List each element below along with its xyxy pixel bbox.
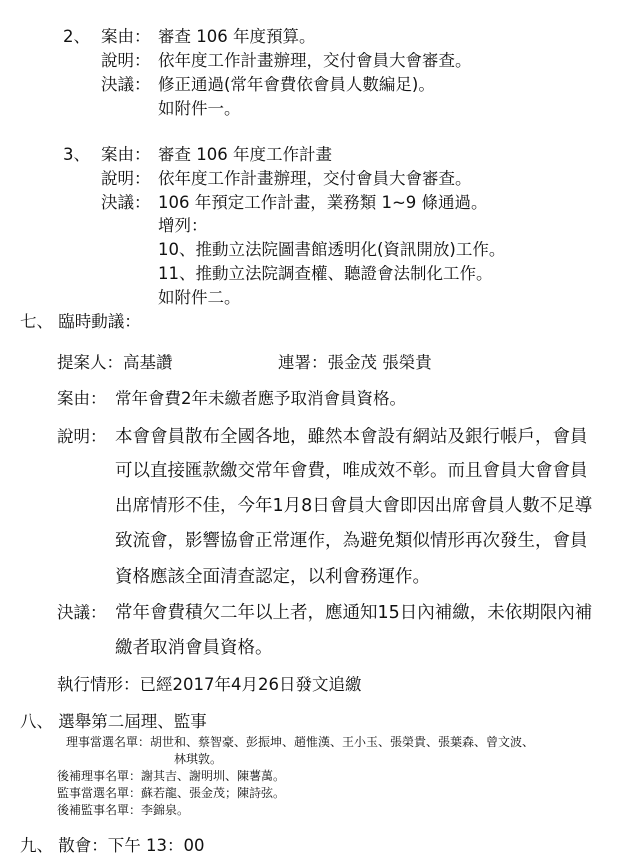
section7-execution: 執行情形：已經2017年4月26日發文追繳 bbox=[57, 675, 362, 694]
section7-resolution-label: 決議： bbox=[57, 603, 107, 622]
item2-explain-text: 依年度工作計畫辦理，交付會員大會審查。 bbox=[158, 51, 472, 70]
section8-heading: 八、 選舉第二屆理、監事 bbox=[20, 712, 207, 731]
item3-added-item: 10、推動立法院圖書館透明化(資訊開放)工作。 bbox=[158, 240, 506, 259]
item3-case-label: 案由： bbox=[101, 145, 151, 164]
section7-explain-line: 致流會，影響協會正常運作，為避免類似情形再次發生，會員 bbox=[115, 531, 588, 551]
section9-heading: 九、 散會：下午 13：00 bbox=[20, 836, 205, 855]
item2-resolution-text: 修正通過(常年會費依會員人數編足)。 bbox=[158, 75, 435, 94]
section8-directors: 理事當選名單：胡世和、蔡智豪、彭振坤、趙惟漢、王小玉、張榮貴、張葉森、曾文波、 bbox=[66, 735, 535, 749]
item2-attachment: 如附件一。 bbox=[158, 99, 241, 118]
section7-proposer: 提案人：高基讚 bbox=[57, 353, 173, 372]
section7-explain-line: 資格應該全面清查認定，以利會務運作。 bbox=[115, 567, 430, 587]
section8-alt-directors: 後補理事名單：謝其吉、謝明圳、陳薯萬。 bbox=[57, 769, 286, 783]
section7-case-text: 常年會費2年未繳者應予取消會員資格。 bbox=[115, 389, 406, 408]
item3-added-label: 增列： bbox=[158, 216, 208, 235]
section7-resolution-line: 常年會費積欠二年以上者，應通知15日內補繳，未依期限內補 bbox=[115, 603, 593, 623]
item3-resolution-text: 106 年預定工作計畫，業務類 1~9 條通過。 bbox=[158, 193, 488, 212]
item2-explain-label: 說明： bbox=[101, 51, 151, 70]
item3-attachment: 如附件二。 bbox=[158, 288, 241, 307]
item3-resolution-label: 決議： bbox=[101, 193, 151, 212]
section7-explain-line: 本會會員散布全國各地，雖然本會設有網站及銀行帳戶，會員 bbox=[115, 427, 588, 447]
section7-heading: 七、 臨時動議： bbox=[20, 312, 141, 331]
item3-number: 3、 bbox=[63, 145, 90, 164]
section7-case-label: 案由： bbox=[57, 389, 107, 408]
item2-case-text: 審查 106 年度預算。 bbox=[158, 27, 316, 46]
section8-directors-cont: 林琪敦。 bbox=[174, 752, 223, 766]
section7-cosigners: 連署：張金茂 張榮貴 bbox=[278, 353, 432, 372]
item2-case-label: 案由： bbox=[101, 27, 151, 46]
section7-resolution-line: 繳者取消會員資格。 bbox=[115, 638, 273, 658]
section7-explain-line: 可以直接匯款繳交常年會費，唯成效不彰。而且會員大會會員 bbox=[115, 461, 588, 481]
item2-number: 2、 bbox=[63, 27, 90, 46]
section7-explain-line: 出席情形不佳，今年1月8日會員大會即因出席會員人數不足導 bbox=[115, 496, 593, 516]
item3-explain-text: 依年度工作計畫辦理，交付會員大會審查。 bbox=[158, 169, 472, 188]
section8-alt-supervisors: 後補監事名單：李錦泉。 bbox=[57, 803, 190, 817]
item3-explain-label: 說明： bbox=[101, 169, 151, 188]
item3-added-item: 11、推動立法院調查權、聽證會法制化工作。 bbox=[158, 264, 493, 283]
section8-supervisors: 監事當選名單：蘇若龍、張金茂；陳詩弦。 bbox=[57, 786, 286, 800]
item3-case-text: 審查 106 年度工作計畫 bbox=[158, 145, 332, 164]
section7-explain-label: 說明： bbox=[57, 427, 107, 446]
item2-resolution-label: 決議： bbox=[101, 75, 151, 94]
